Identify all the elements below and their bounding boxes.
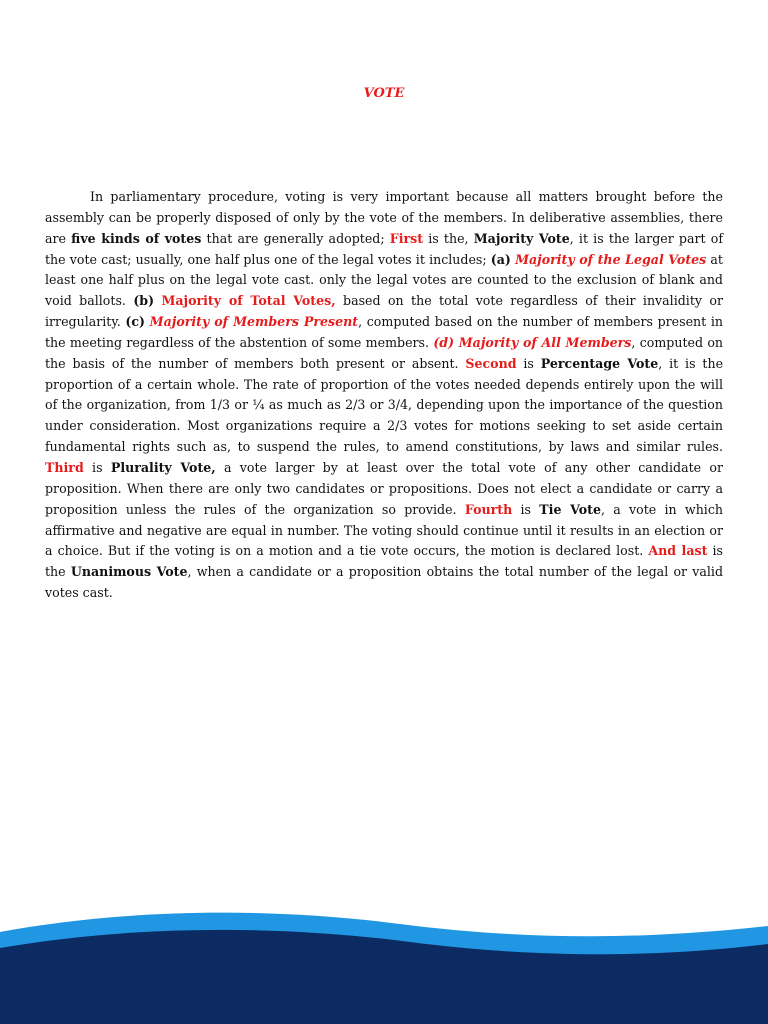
text-segment: Majority of Members Present (149, 314, 359, 330)
text-segment: , it is the larger part of the vote cast; usually, one half plus one of the legal votes it includes; (45, 230, 723, 267)
text-segment: , computed based on the number of members present in the meeting regardless of the abstention of some members. (45, 314, 723, 350)
text-segment: at least one half plus on the legal vote cast. only the legal votes are counted to the exclusion of blank and void ballots. (45, 251, 723, 309)
text-segment: is (516, 355, 541, 371)
text-segment: Third (45, 459, 84, 475)
text-segment: First (389, 230, 424, 246)
text-segment: Fourth (464, 501, 513, 517)
text-segment: based on the total vote regardless of their invalidity or irregularity. (45, 293, 724, 330)
text-segment: Tie Vote (539, 501, 601, 517)
text-segment: , it is the proportion of a certain whole. The rate of proportion of the votes needed depends entirely upon the will of the organization, from 1/3 or ¼ as much as 2/3 or 3/4, depending upon the importance of the question under consideration. Most organizations require a 2/3 votes for motions seeking to set aside certain fundamental rights such as, to suspend the rules, to amend constitutions, by laws and similar rules. (45, 355, 724, 455)
text-segment: is (83, 459, 111, 475)
text-segment: is the (45, 543, 723, 580)
text-segment: (a) (490, 251, 511, 267)
text-segment: Majority Vote (473, 230, 570, 246)
text-segment: is the, (423, 230, 474, 246)
text-segment: (c) (125, 314, 146, 330)
text-segment: that are generally adopted; (201, 230, 390, 246)
body-paragraph (45, 187, 723, 604)
text-segment: (d) Majority of All Members (433, 334, 632, 350)
text-segment: is (512, 501, 540, 517)
text-segment: In parliamentary procedure, voting is very important because all matters brought before the assembly can be properly disposed of only by the vote of the members. In deliberative assemblies, there are (45, 189, 723, 246)
document-title: VOTE (363, 86, 405, 101)
text-segment: Unanimous Vote (70, 564, 188, 580)
text-segment: Plurality Vote, (110, 459, 216, 475)
text-segment: Majority of the Legal Votes (515, 251, 707, 267)
text-segment: Majority of Total Votes, (161, 293, 336, 309)
text-segment: , computed on the basis of the number of members both present or absent. (45, 334, 724, 371)
text-segment: a vote larger by at least over the total vote of any other candidate or proposition. When there are only two candidates or propositions. Does not elect a candidate or carry a proposition unless the rules of the organization so provide. (45, 459, 723, 517)
text-segment: Second (465, 355, 517, 371)
text-segment: Percentage Vote (540, 355, 659, 371)
text-segment: (b) (133, 293, 155, 309)
footer-wave-decoration (0, 904, 768, 1024)
text-segment: five kinds of votes (71, 230, 202, 246)
text-segment: , a vote in which affirmative and negative are equal in number. The voting should continue until it results in an election or a choice. But if the voting is on a motion and a tie vote occurs, the motion is declared lost. (45, 501, 723, 559)
text-segment: , when a candidate or a proposition obtains the total number of the legal or valid votes cast. (45, 564, 724, 601)
text-segment: And last (648, 543, 708, 559)
